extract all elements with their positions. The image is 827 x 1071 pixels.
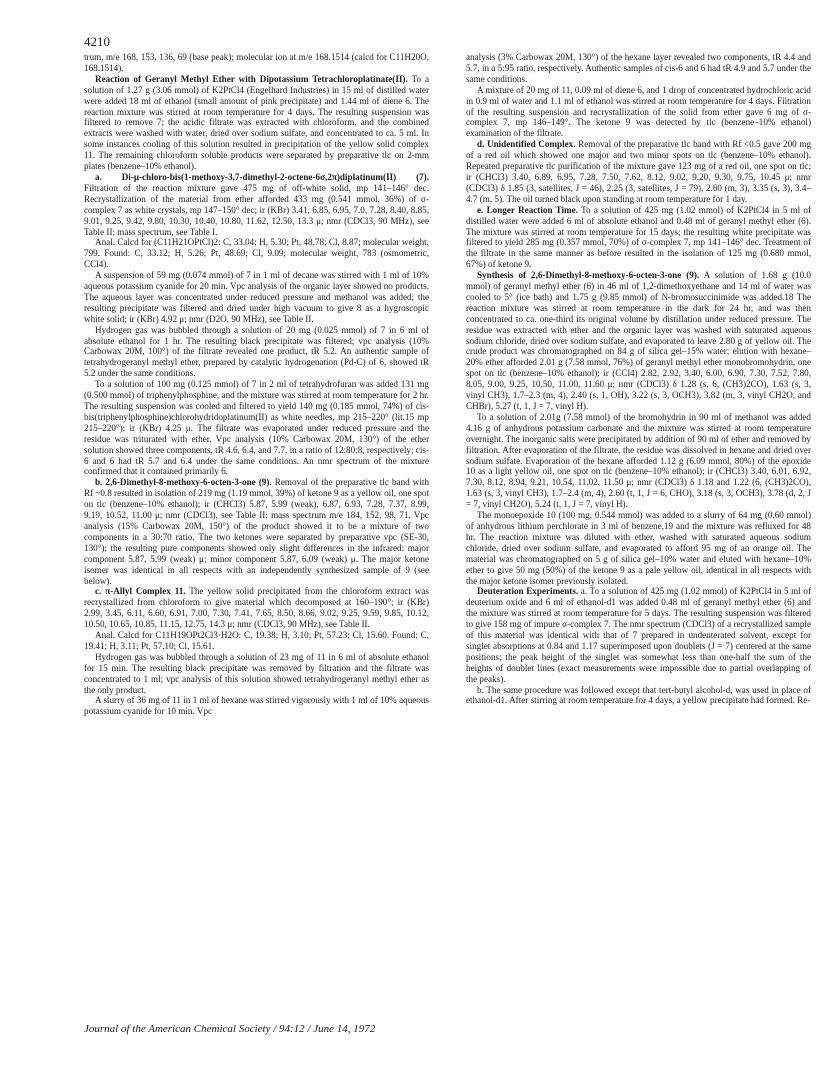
paragraph-text: To a solution of 1.27 g (3.06 mmol) of K2PtCl4 (Engelhard Industries) in 15 ml of distilled water were added 18 ml of ethanol (small amount of pink precipitate) and 1.44 ml of diene 6. The reaction mixture was stirred at room temperature for 4 days. The resulting suspension was filtered to remove 7; the acidic filtrate was extracted with chloroform, and the combined extracts were washed with water, dried over sodium sulfate, and concentrated to ca. 5 ml. In some instances cooling of this solution resulted in precipitation of the yellow solid complex 11. The remaining chloroform soluble products were separated by preparative tlc on 2-mm plates (benzene–10% ethanol). [84,73,429,172]
paragraph [84,652,429,696]
right-column [466,52,811,706]
paragraph-text: To a solution of 100 mg (0.125 mmol) of 7 in 2 ml of tetrahydrofuran was added 131 mg (0.500 mmol) of triphenylphosphine, and the mixture was stirred at room temperature for 2 hr. The resulting suspension was cooled and filtered to yield 140 mg (0.185 mmol, 74%) of cis-bis(triphenylphosphine)chlorohydridoplatinum(II) as white needles, mp 215–220° (lit.15 mp 215–220°); ir (KBr) 4.25 μ. The filtrate was evaporated under reduced pressure and the residue was triturated with ether. Vpc analysis (10% Carbowax 20M, 130°) of the ether solution showed three components, tR 4.6, 6.4, and 7.7, in a ratio of 12:80:8, respectively; cis-6 and 6 had tR 5.7 and 6.4 under the same conditions. An nmr spectrum of the mixture confirmed that it contained primarily 6. [84,379,429,477]
paragraph-heading: e. Longer Reaction Time. [477,204,578,215]
paragraph [466,586,811,684]
paragraph-heading: Reaction of Geranyl Methyl Ether with Dipotassium Tetrachloroplatinate(II). [95,73,408,84]
paragraph-text: trum, m/e 168, 153, 136, 69 (base peak); molecular ion at m/e 168.1514 (calcd for C11H20O, 168.1514). [84,52,429,73]
paragraph [84,379,429,477]
paragraph [84,630,429,652]
paragraph-text: analysis (3% Carbowax 20M, 130°) of the hexane layer revealed two components, tR 4.4 and 5.7, in a 5:95 ratio, respectively. Authentic samples of cis-6 and 6 had tR 4.9 and 5.7 under the same conditions. [466,52,811,84]
paragraph-heading: d. Unidentified Complex. [477,139,576,150]
paragraph-text: The yellow solid precipitated from the chloroform extract was recrystallized from chloroform to give material which decomposed at 160–190°; ir (KBr) 2.99, 3.45, 6.11, 6.60, 6.91, 7.00, 7.30, 7.41, 7.65, 8.50, 8.66, 9.02, 9.25, 9.59, 9.85, 10.12, 10.50, 10.65, 10.85, 11.15, 12.75, 14.3 μ; nmr (CDCl3, 90 MHz), see Table II. [84,586,429,630]
paragraph-text: Anal. Calcd for (C11H21OPtCl)2: C, 33.04; H, 5.30; Pt, 48.78; Cl, 8.87; molecular weight, 799. Found: C, 33.12; H, 5.26; Pt, 48.69; Cl, 9.09; molecular weight, 783 (osmometric, CCl4). [84,237,429,270]
paragraph-text: To a solution of 425 mg (1.02 mmol) of K2PtCl4 in 5 ml of distilled water were added 6 ml of absolute ethanol and 0.48 ml of geranyl methyl ether (6). The mixture was stirred at room temperature for 15 days; the resulting white precipitate was filtered to yield 285 mg (0.357 mmol, 70%) of σ-complex 7, mp 141–146° dec. Treatment of the filtrate in the same manner as before resulted in the isolation of 125 mg (0.680 mmol, 67%) of ketone 9. [466,204,812,270]
paragraph-text: The monoepoxide 10 (100 mg, 0.544 mmol) was added to a slurry of 64 mg (0.60 mmol) of anhydrous lithium perchlorate in 3 ml of benzene,19 and the mixture was refluxed for 48 hr. The reaction mixture was diluted with ether, washed with saturated aqueous sodium chloride, dried over sodium sulfate, and evaporated to afford 95 mg of an orange oil. The material was chromatographed on 5 g of silica gel–10% water and eluted with hexane–10% ether to give 50 mg (50%) of the ketone 9 as a pale yellow oil, identical in all respects with the major ketone isomer previously isolated. [466,510,811,586]
paragraph-heading: Synthesis of 2,6-Dimethyl-8-methoxy-6-octen-3-one (9). [477,270,700,281]
paragraph-text: A slurry of 36 mg of 11 in 1 ml of hexane was stirred vigorously with 1 ml of 10% aqueous potassium cyanide for 10 min. Vpc [84,695,429,717]
paragraph-text: A solution of 1.68 g (10.0 mmol) of geranyl methyl ether (6) in 46 ml of 1,2-dimethoxyethane and 14 ml of water was cooled to 5° (ice bath) and 1.75 g (9.85 mmol) of N-bromosuccinimide was added.18 The reaction mixture was stirred at room temperature in the dark for 24 hr, and was then concentrated to ca. one-third its original volume by distillation under reduced pressure. The residue was extracted with ether and the organic layer was washed with saturated aqueous sodium chloride, dried over sodium sulfate, and evaporated to leave 2.80 g of yellow oil. The crude product was chromatographed on 84 g of silica gel–15% water; elution with hexane–20% ether afforded 2.01 g (7.58 mmol, 76%) of geranyl methyl ether monobromohydrin, one spot on tlc (benzene–10% ethanol); ir (CCl4) 2.82, 2.92, 3.40, 6.00, 6.90, 7.30, 7.52, 7.80, 8.05, 9.00, 9.25, 10.50, 11.00, 11.60 μ; nmr (CDCl3) δ 1.28 (s, 6, (CH3)2CO), 1.63 (s, 3, vinyl CH3), 1.7–2.3 (m, 4), 2.40 (s, 1, OH), 3.22 (s, 3, OCH3), 3.82 (m, 3, vinyl CH2O, and CHBr), 5.27 (t, 1, J = 7, vinyl H). [466,270,811,411]
paragraph [466,270,811,412]
paragraph-text: a. To a solution of 425 mg (1.02 mmol) of K2PtCl4 in 5 ml of deuterium oxide and 6 ml of ethanol-d1 was added 0.48 ml of geranyl methyl ether (6) and the mixture was stirred at room temperature for 5 days. The resulting suspension was filtered to give 158 mg of impure σ-complex 7. The nmr spectrum (CDCl3) of a recrystallized sample of this material was identical with that of 7 prepared in undeuterated solvent, except for singlet absorptions at 0.84 and 1.17 superimposed upon doublets (J = 7) centered at the same positions; the peak height of the singlet was somewhat less than one-half the sum of the heights of doublet lines (exact measurements were impossible due to partial overlapping of the peaks). [466,586,812,684]
paragraph-heading: a. Di-μ-chloro-bis(1-methoxy-3,7-dimethyl-2-octene-6σ,2π)diplatinum(II) (7). [95,171,429,182]
paragraph-text: To a solution of 2.01g (7.58 mmol) of the bromohydrin in 90 ml of methanol was added 4.16 g of anhydrous potassium carbonate and the mixture was stirred at room temperature overnight. The inorganic salts were precipitated by addition of 90 ml of ether and removed by filtration. After evaporation of the filtrate, the residue was dissolved in hexane and dried over sodium sulfate. Evaporation of the hexane afforded 1.12 g (6.09 mmol, 80%) of the epoxide 10 as a light yellow oil, one spot on tlc (benzene–10% ethanol); ir (CHCl3) 3.40, 6.01, 6.92, 7.30, 8.12, 8.94, 9.21, 10.54, 11.02, 11.50 μ; nmr (CDCl3) δ 1.18 and 1.22 (6, (CH3)2CO), 1.63 (s, 3, vinyl CH3), 1.7–2.4 (m, 4), 2.60 (t, 1, J = 6, CHO), 3.18 (s, 3, OCH3), 3.78 (d, 2, J = 7, vinyl CH2O), 5.24 (t, 1, J = 7, vinyl H). [466,411,811,510]
paragraph [466,52,811,85]
paragraph-text: Hydrogen gas was bubbled through a solution of 20 mg (0.025 mmol) of 7 in 6 ml of absolute ethanol for 1 hr. The resulting black precipitate was filtered; vpc analysis (10% Carbowax 20M, 100°) of the filtrate revealed one product, tR 5.2. An authentic sample of tetrahydrogeranyl methyl ether, prepared by catalytic hydrogenation (Pd-C) of 6, showed tR 5.2 under the same conditions. [84,324,429,379]
paragraph-text: Filtration of the reaction mixture gave 475 mg of off-white solid, mp 141–146° dec. Recrystallization of the material from ether afforded 433 mg (0.541 mmol, 36%) of σ-complex 7 as white crystals, mp 147–150° dec; ir (KBr) 3.41, 6.85, 6.95, 7.0, 7.28, 8.40, 8.85, 9.01, 9.25, 9.42, 9.80, 10.30, 10.40, 10.80, 11.62, 12.50, 13.3 μ; nmr (CDCl3, 90 MHz), see Table II; mass spectrum, see Table I. [84,182,429,237]
paragraph-text: Removal of the preparative tlc band with Rf <0.5 gave 200 mg of a red oil which showed one major and two minor spots on tlc (benzene–10% ethanol). Repeated preparative tlc purification of the mixture gave 123 mg of a red oil, one spot on tlc; ir (CHCl3) 3.40, 6.89, 6.95, 7.28, 7.50, 7.62, 8.12, 9.02, 9.20, 9.30, 9.75, 10.45 μ; nmr (CDCl3) δ 1.85 (3, satellites, J = 46), 2.25 (3, satellites, J = 79), 2.60 (m, 3), 3.35 (s, 3), 3.4–4.7 (m, 5). The oil turned black upon standing at room temperature for 1 day. [466,139,812,204]
paragraph [466,685,811,707]
paragraph-heading: Deuteration Experiments. [477,586,579,597]
paragraph [84,325,429,380]
paragraph-text: Hydrogen gas was bubbled through a solution of 23 mg of 11 in 6 ml of absolute ethanol for 15 min. The resulting black precipitate was removed by filtration and the filtrate was concentrated to 1 ml; vpc analysis of this solution showed tetrahydrogeranyl methyl ether as the only product. [84,651,429,695]
paragraph [466,85,811,140]
paragraph [84,477,429,586]
journal-footer: Journal of the American Chemical Society / 94:12 / June 14, 1972 [84,1023,376,1035]
paragraph [84,52,429,74]
paragraph-heading: c. π-Allyl Complex 11. [95,586,186,597]
left-column [84,52,429,717]
paragraph [84,586,429,630]
paragraph [466,139,811,204]
paragraph-text: A mixture of 20 mg of 11, 0.09 ml of diene 6, and 1 drop of concentrated hydrochloric acid in 0.9 ml of water and 1.1 ml of ethanol was stirred at room temperature for 4 days. Filtration of the resulting suspension and recrystallization of the solid from ether gave 6 mg of σ-complex 7, mp 146–149°. The ketone 9 was detected by tlc (benzene–10% ethanol) examination of the filtrate. [466,84,811,139]
page-number: 4210 [84,34,110,49]
paragraph [466,205,811,270]
paragraph [466,510,811,586]
paragraph [466,412,811,510]
paragraph-heading: b. 2,6-Dimethyl-8-methoxy-6-octen-3-one (9). [95,477,272,488]
paragraph [84,270,429,325]
paragraph [84,237,429,270]
paragraph-text: Removal of the preparative tlc band with Rf ~0.8 resulted in isolation of 219 mg (1.19 mmol, 39%) of ketone 9 as a yellow oil, one spot on tlc (benzene–10% ethanol); ir (CHCl3) 5.87, 5.99 (weak), 6.87, 6.93, 7.28, 7.37, 8.99, 9.19, 10.52, 11.00 μ; nmr (CDCl3), see Table II; mass spectrum m/e 184, 152, 98, 71. Vpc analysis (15% Carbowax 20M, 150°) of the product showed it to be a mixture of two components in a 30:70 ratio. The two ketones were separated by preparative vpc (SE-30, 130°); the resulting pure components showed only slight differences in the infrared: major component 5.87, 5.99 (weak) μ; minor component 5.87, 6.09 (weak) μ. The major ketone isomer was identical in all respects with an independently synthesized sample of 9 (see below). [84,477,430,586]
paragraph-text: b. The same procedure was followed except that tert-butyl alcohol-d, was used in place of ethanol-d1. After stirring at room temperature for 4 days, a yellow precipitate had formed. Re- [466,684,811,706]
paragraph [84,172,429,237]
paragraph-text: A suspension of 59 mg (0.074 mmol) of 7 in 1 ml of decane was stirred with 1 ml of 10% aqueous potassium cyanide for 20 min. Vpc analysis of the organic layer showed no products. The aqueous layer was concentrated under reduced pressure and methanol was added; the resulting precipitate was filtered and dried under high vacuum to give 8 as a hygroscopic white solid; ir (KBr) 4.92 μ; nmr (D2O, 90 MHz), see Table II. [84,270,429,324]
paragraph-text: Anal. Calcd for C11H19OPt2Cl3·H2O: C, 19.38; H, 3.10; Pt, 57.23; Cl, 15.60. Found: C, 19.41; H, 3.11; Pt, 57.10; Cl, 15.61. [84,630,429,651]
paragraph [84,74,429,172]
paragraph [84,695,429,717]
